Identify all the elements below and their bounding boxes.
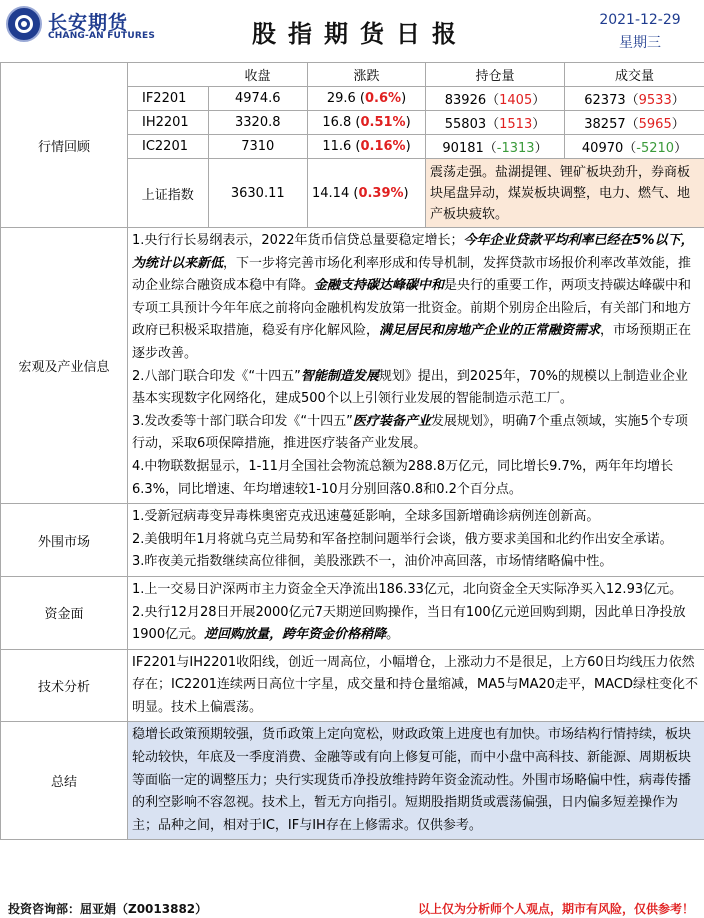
macro-item: 2.八部门联合印发《“十四五”智能制造发展规划》提出，到2025年，70%的规模以上制造业企业基本实现数字化网络化，建成500个以上引领行业发展的智能制造示范工厂。 xyxy=(132,368,688,407)
external-item: 3.昨夜美元指数继续高位徘徊，美股涨跌不一，油价冲高回落，市场情绪略偏中性。 xyxy=(132,554,613,570)
external-item: 1.受新冠病毒变异毒株奥密克戎迅速蔓延影响，全球多国新增确诊病例连创新高。 xyxy=(132,509,600,525)
change-percent: 0.6% xyxy=(365,91,402,106)
oi-change: 1405 xyxy=(499,93,533,108)
volume-change: 5965 xyxy=(638,117,672,132)
risk-disclaimer: 以上仅为分析师个人观点，期市有风险，仅供参考！ xyxy=(417,902,694,916)
funds-section xyxy=(1,576,704,649)
macro-item: 4.中物联数据显示，1-11月全国社会物流总额为288.8万亿元，同比增长9.7%，两年年均增长6.3%，同比增速、年均增速较1-10月分别回落0.8和0.2个百分点。 xyxy=(132,458,674,497)
change-cell: 29.6 (0.6%) xyxy=(308,87,426,111)
analyst-credit: 投资咨询部：屈亚娟（Z0013882） xyxy=(8,902,208,916)
column-header-open-interest: 持仓量 xyxy=(426,63,565,87)
index-change-percent: 0.39% xyxy=(358,185,404,201)
section-label-technical: 技术分析 xyxy=(1,649,128,722)
market-comment: 震荡走强。盐湖提锂、锂矿板块劲升，券商板块尾盘异动，煤炭板块调整，电力、燃气、地产板块疲软。 xyxy=(426,159,704,228)
technical-content: IF2201与IH2201收阳线，创近一周高位，小幅增仓，上涨动力不是很足，上方60日均线压力依然存在；IC2201连续两日高位十字星，成交量和持仓量缩减，MA5与MA20走平，MACD绿柱变化不明显。技术上偏震荡。 xyxy=(128,649,704,722)
contract-code: IC2201 xyxy=(128,135,208,158)
oi-change: -1313 xyxy=(496,141,535,156)
change-percent: 0.51% xyxy=(360,115,406,130)
company-logo-icon xyxy=(6,6,42,42)
index-close: 3630.11 xyxy=(230,185,285,201)
oi-cell: 83926（1405） xyxy=(426,87,565,111)
report-header xyxy=(0,0,704,62)
macro-content xyxy=(128,228,704,504)
contract-code: IH2201 xyxy=(128,111,208,134)
oi-cell: 55803（1513） xyxy=(426,111,565,135)
change-percent: 0.16% xyxy=(360,139,406,154)
section-label-funds: 资金面 xyxy=(1,576,128,649)
section-label-market: 行情回顾 xyxy=(1,63,128,228)
company-name-en: CHANG-AN FUTURES xyxy=(48,31,156,41)
page-title: 股指期货日报 xyxy=(252,20,468,48)
column-header-volume: 成交量 xyxy=(565,63,704,87)
report-table xyxy=(0,62,704,840)
volume-value: 38257 xyxy=(584,117,626,132)
section-label-summary: 总结 xyxy=(1,722,128,840)
change-cell: 11.6 (0.16%) xyxy=(308,135,426,159)
close-price: 4974.6 xyxy=(235,91,281,106)
change-value: 29.6 xyxy=(326,91,356,106)
change-cell: 16.8 (0.51%) xyxy=(308,111,426,135)
oi-value: 55803 xyxy=(444,117,487,132)
change-value: 11.6 xyxy=(322,139,352,154)
funds-item: 2.央行12月28日开展2000亿元7天期逆回购操作，当日有100亿元逆回购到期，因此单日净投放1900亿元。逆回购放量，跨年资金价格稍降。 xyxy=(132,604,686,643)
change-value: 16.8 xyxy=(322,115,352,130)
index-change: 14.14 xyxy=(312,185,350,201)
external-item: 2.美俄明年1月将就乌克兰局势和军备控制问题举行会谈，俄方要求美国和北约作出安全承诺。 xyxy=(132,531,673,547)
macro-item: 3.发改委等十部门联合印发《“十四五”医疗装备产业发展规划》，明确7个重点领域，实施5个专项行动，采取6项保障措施，推进医疗装备产业发展。 xyxy=(132,413,688,452)
contract-code: IF2201 xyxy=(128,87,208,110)
volume-value: 40970 xyxy=(581,141,624,156)
volume-change: 9533 xyxy=(638,93,672,108)
index-name: 上证指数 xyxy=(128,159,208,227)
summary-section xyxy=(1,722,704,840)
oi-change: 1513 xyxy=(499,117,533,132)
report-footer xyxy=(0,897,704,918)
macro-item: 1.央行行长易纲表示，2022年货币信贷总量要稳定增长；今年企业贷款平均利率已经在5%以下，为统计以来新低，下一步将完善市场化利率形成和传导机制，发挥贷款市场报价利率改革效能，推动企业综合融资成本稳中有降。金融支持碳达峰碳中和是央行的重要工作，两项支持碳达峰碳中和专项工具预计今年年底之前将向金融机构发放第一批资金。前期个别房企出险后，有关部门和地方政府已积极采取措施，稳妥有序化解风险，满足居民和房地产企业的正常融资需求，市场预期正在逐步改善。 xyxy=(132,233,694,361)
external-section xyxy=(1,504,704,577)
close-price: 3320.8 xyxy=(235,115,281,130)
section-label-macro: 宏观及产业信息 xyxy=(1,228,128,504)
funds-content xyxy=(128,576,704,649)
volume-cell: 62373（9533） xyxy=(565,87,704,111)
volume-value: 62373 xyxy=(584,93,626,108)
column-header-change: 涨跌 xyxy=(308,63,426,87)
oi-cell: 90181（-1313） xyxy=(426,135,565,159)
market-header-row xyxy=(1,63,704,87)
volume-change: -5210 xyxy=(636,141,675,156)
report-date: 2021-12-29 xyxy=(599,12,681,28)
column-header-close-visible: 收盘 xyxy=(244,69,271,84)
funds-item: 1.上一交易日沪深两市主力资金全天净流出186.33亿元，北向资金全天实际净买入12.93亿元。 xyxy=(132,581,683,597)
report-weekday: 星期三 xyxy=(619,35,661,51)
volume-cell: 40970（-5210） xyxy=(565,135,704,159)
volume-cell: 38257（5965） xyxy=(565,111,704,135)
company-name-cn: 长安期货 xyxy=(48,12,129,34)
summary-content: 稳增长政策预期较强，货币政策上定向宽松，财政政策上进度也有加快。市场结构行情持续，板块轮动较快，年底及一季度消费、金融等或有向上修复可能，而中小盘中高科技、新能源、周期板块等面临一定的调整压力；央行实现货币净投放维持跨年资金流动性。外围市场略偏中性，病毒传播的利空影响不容忽视。技术上，暂无方向指引。短期股指期货或震荡偏强，日内偏多短差操作为主；品种之间，相对于IC，IF与IH存在上修需求。仅供参考。 xyxy=(128,722,704,840)
oi-value: 83926 xyxy=(444,93,487,108)
close-price: 7310 xyxy=(241,139,275,154)
index-change-cell: 14.14 (0.39%) xyxy=(308,159,426,228)
macro-section xyxy=(1,228,704,504)
technical-section xyxy=(1,649,704,722)
section-label-external: 外围市场 xyxy=(1,504,128,577)
oi-value: 90181 xyxy=(442,141,484,156)
external-content xyxy=(128,504,704,577)
